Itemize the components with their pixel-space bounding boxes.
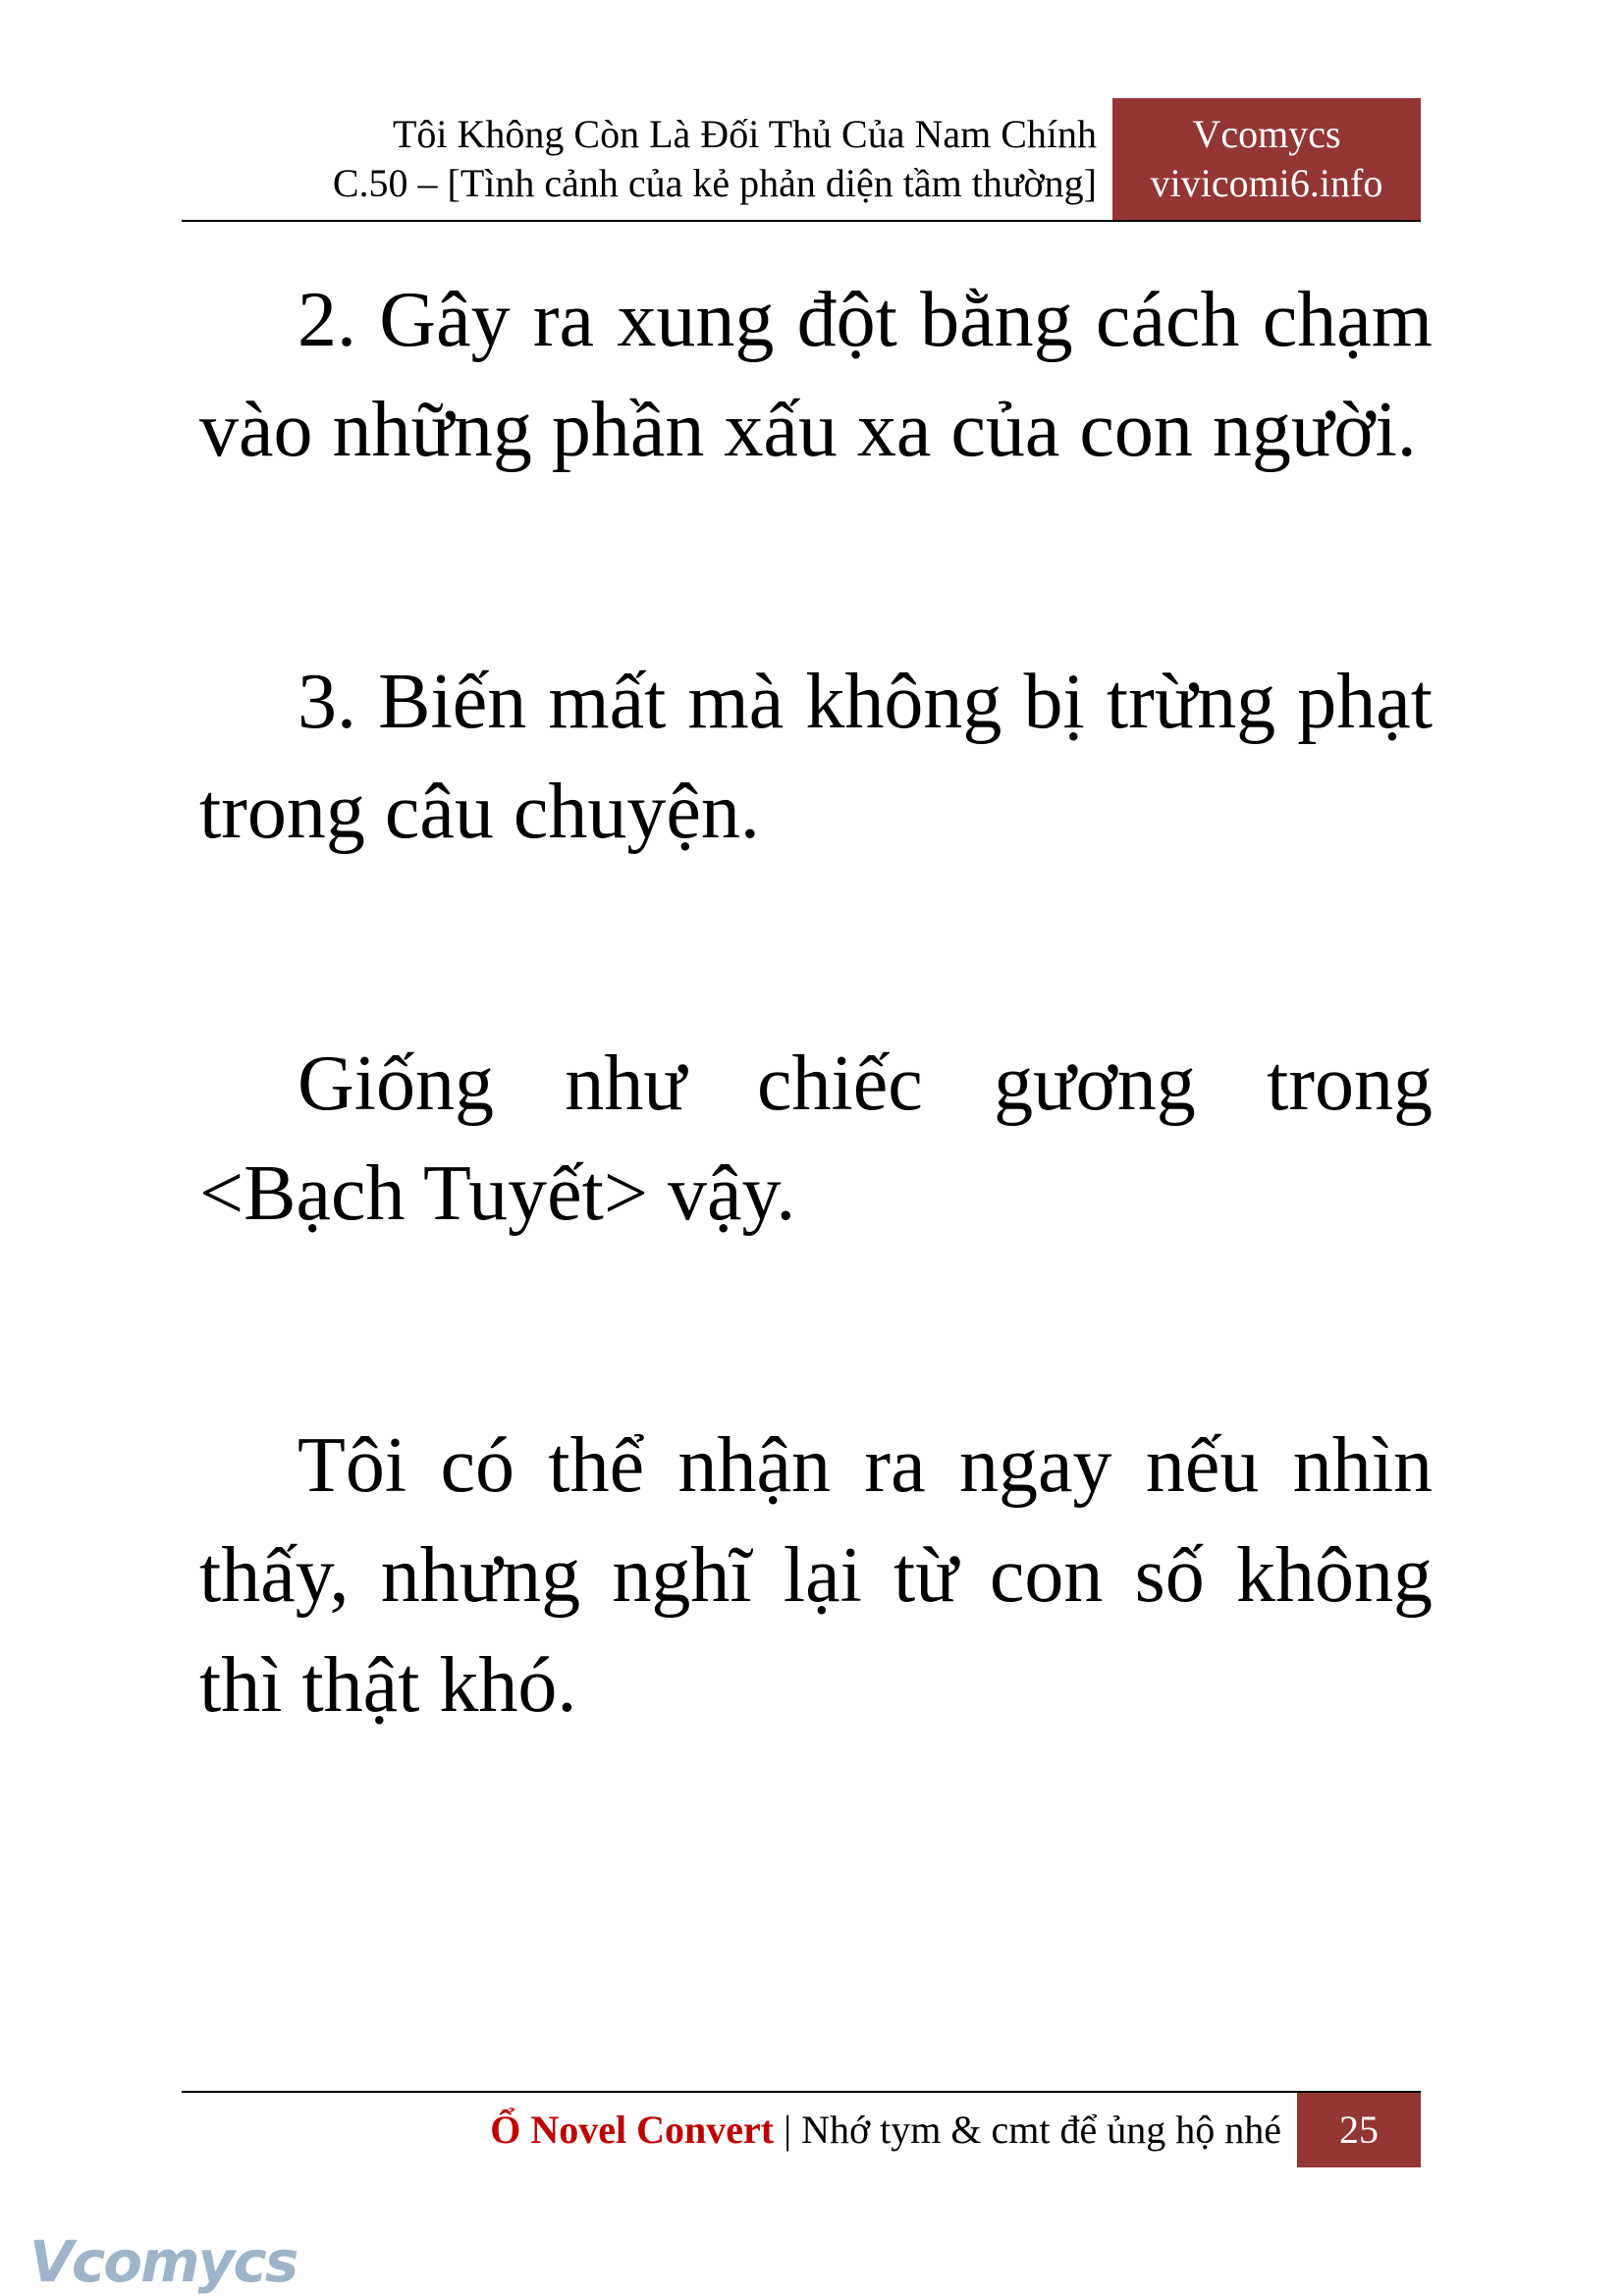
chapter-title: C.50 – [Tình cảnh của kẻ phản diện tầm thường] (332, 161, 1097, 205)
footer-brand: Ổ Novel Convert (490, 2108, 775, 2152)
paragraph: Giống như chiếc gương trong <Bạch Tuyết> vậy. (199, 1041, 1433, 1237)
header-title-block (333, 110, 1097, 208)
book-title: Tôi Không Còn Là Đối Thủ Của Nam Chính (393, 112, 1097, 156)
paragraph: Tôi có thể nhận ra ngay nếu nhìn thấy, nhưng nghĩ lại từ con số không thì thật khó. (199, 1422, 1433, 1729)
paragraph: 3. Biến mất mà không bị trừng phạt trong câu chuyện. (199, 659, 1433, 855)
site-name: Vcomycs (1192, 112, 1341, 156)
site-badge (1112, 98, 1421, 220)
page-header (182, 98, 1421, 222)
site-url: vivicomi6.info (1150, 161, 1383, 205)
footer-note: Nhớ tym & cmt để ủng hộ nhé (801, 2108, 1281, 2152)
paragraph: 2. Gây ra xung đột bằng cách chạm vào những phần xấu xa của con người. (199, 277, 1433, 473)
page-footer (182, 2091, 1421, 2167)
footer-separator: | (774, 2108, 802, 2152)
footer-text (490, 2103, 1281, 2158)
page-number: 25 (1297, 2093, 1421, 2167)
watermark-logo: Vcomycs (29, 2228, 298, 2295)
chapter-content (199, 265, 1433, 1902)
